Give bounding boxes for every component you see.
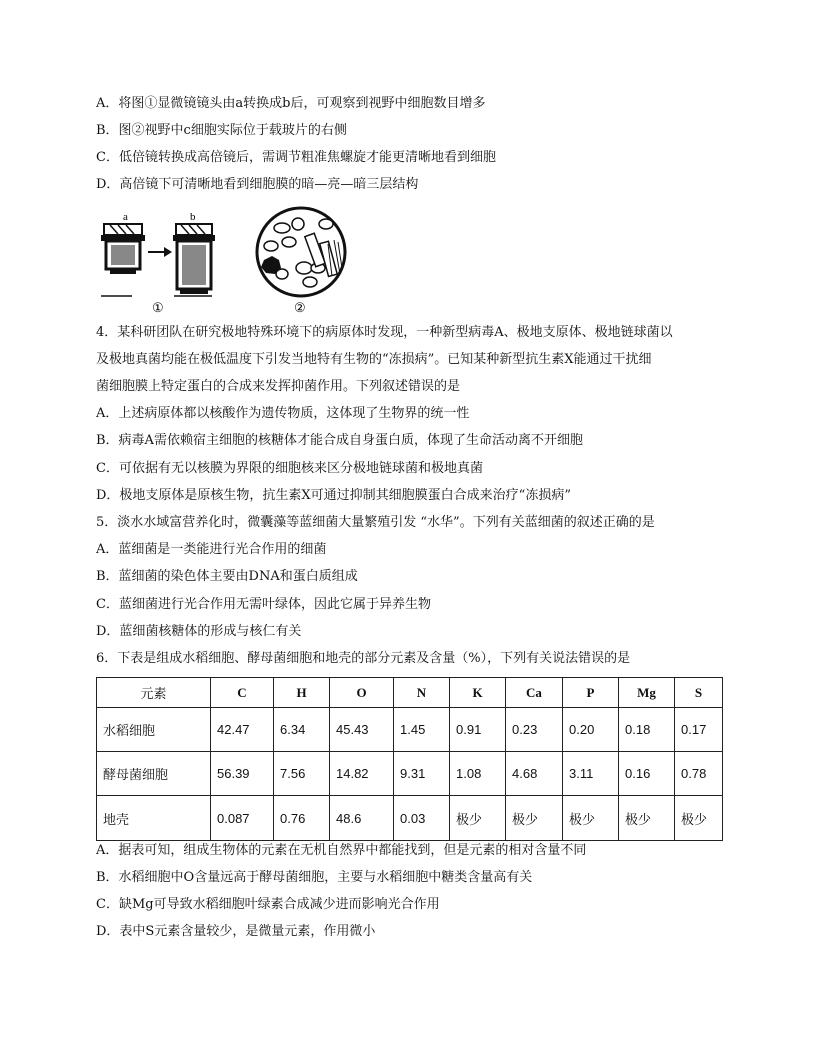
table-header-cell: O: [330, 678, 394, 708]
q4-option-d: D．极地支原体是原核生物，抗生素X可通过抑制其细胞膜蛋白合成来治疗“冻损病”: [96, 488, 571, 503]
q6-option-c: C．缺Mg可导致水稻细胞叶绿素合成减少进而影响光合作用: [96, 897, 440, 912]
table-cell: 14.82: [330, 752, 394, 796]
table-cell: 0.087: [211, 796, 274, 841]
q5-option-d: D．蓝细菌核糖体的形成与核仁有关: [96, 624, 302, 639]
table-cell: 42.47: [211, 708, 274, 752]
table-header-cell: Ca: [506, 678, 563, 708]
table-cell: 1.45: [394, 708, 450, 752]
table-row: [97, 796, 723, 841]
table-cell: 极少: [675, 796, 723, 841]
table-cell: 0.78: [675, 752, 723, 796]
table-cell: 4.68: [506, 752, 563, 796]
table-cell: 0.76: [274, 796, 330, 841]
table-cell: 48.6: [330, 796, 394, 841]
q3-option-d: D．高倍镜下可清晰地看到细胞膜的暗—亮—暗三层结构: [96, 177, 419, 192]
microscope-figure: [96, 206, 356, 316]
q4-stem-line-2: 及极地真菌均能在极低温度下引发当地特有生物的“冻损病”。已知某种新型抗生素X能通过干扰细: [96, 352, 652, 367]
q6-option-a: A．据表可知，组成生物体的元素在无机自然界中都能找到，但是元素的相对含量不同: [96, 843, 587, 858]
table-cell: 45.43: [330, 708, 394, 752]
arrow-right-icon: [148, 247, 172, 257]
table-header-cell: C: [211, 678, 274, 708]
table-row-label: 地壳: [97, 796, 211, 841]
table-cell: 0.91: [450, 708, 506, 752]
q6-option-b: B．水稻细胞中O含量远高于酵母菌细胞，主要与水稻细胞中糖类含量高有关: [96, 870, 533, 885]
table-header-cell: 元素: [97, 678, 211, 708]
caption-1: ①: [152, 301, 164, 316]
q4-stem-line-3: 菌细胞膜上特定蛋白的合成来发挥抑菌作用。下列叙述错误的是: [96, 379, 461, 394]
table-cell: 0.18: [619, 708, 675, 752]
table-cell: 极少: [563, 796, 619, 841]
q4-option-c: C．可依据有无以核膜为界限的细胞核来区分极地链球菌和极地真菌: [96, 461, 483, 476]
table-cell: 1.08: [450, 752, 506, 796]
q5-stem: 5．淡水水域富营养化时，微囊藻等蓝细菌大量繁殖引发 “水华”。下列有关蓝细菌的叙述正确的是: [96, 515, 655, 530]
table-cell: 0.16: [619, 752, 675, 796]
q3-option-a: A．将图①显微镜镜头由a转换成b后，可观察到视野中细胞数目增多: [96, 96, 486, 111]
q3-option-c: C．低倍镜转换成高倍镜后，需调节粗准焦螺旋才能更清晰地看到细胞: [96, 150, 496, 165]
q5-option-a: A．蓝细菌是一类能进行光合作用的细菌: [96, 542, 327, 557]
table-row: [97, 752, 723, 796]
table-cell: 56.39: [211, 752, 274, 796]
q6-stem: 6．下表是组成水稻细胞、酵母菌细胞和地壳的部分元素及含量（%），下列有关说法错误的是: [96, 651, 631, 666]
q5-option-b: B．蓝细菌的染色体主要由DNA和蛋白质组成: [96, 569, 358, 584]
table-cell: 9.31: [394, 752, 450, 796]
table-cell: 0.17: [675, 708, 723, 752]
table-header-cell: N: [394, 678, 450, 708]
table-header-row: [97, 678, 723, 708]
table-cell: 极少: [619, 796, 675, 841]
table-row-label: 水稻细胞: [97, 708, 211, 752]
table-cell: 6.34: [274, 708, 330, 752]
q4-option-a: A．上述病原体都以核酸作为遗传物质，这体现了生物界的统一性: [96, 406, 470, 421]
caption-2: ②: [294, 301, 306, 316]
q4-option-b: B．病毒A需依赖宿主细胞的核糖体才能合成自身蛋白质，体现了生命活动离不开细胞: [96, 433, 583, 448]
table-cell: 0.20: [563, 708, 619, 752]
objective-lens-a: [101, 211, 145, 274]
table-cell: 7.56: [274, 752, 330, 796]
table-row: [97, 708, 723, 752]
table-cell: 0.03: [394, 796, 450, 841]
table-header-cell: P: [563, 678, 619, 708]
table-header-cell: H: [274, 678, 330, 708]
table-header-cell: K: [450, 678, 506, 708]
q4-stem-line-1: 4．某科研团队在研究极地特殊环境下的病原体时发现，一种新型病毒A、极地支原体、极地链球菌以: [96, 325, 673, 340]
element-content-table: [96, 677, 723, 841]
table-cell: 极少: [506, 796, 563, 841]
label-a: a: [123, 211, 128, 223]
label-b: b: [190, 211, 196, 223]
table-cell: 3.11: [563, 752, 619, 796]
table-header-cell: Mg: [619, 678, 675, 708]
objective-lens-b: [173, 211, 215, 294]
table-row-label: 酵母菌细胞: [97, 752, 211, 796]
table-cell: 极少: [450, 796, 506, 841]
q3-option-b: B．图②视野中c细胞实际位于载玻片的右侧: [96, 123, 347, 138]
table-header-cell: S: [675, 678, 723, 708]
field-of-view: [257, 208, 345, 296]
table-cell: 0.23: [506, 708, 563, 752]
q6-option-d: D．表中S元素含量较少，是微量元素，作用微小: [96, 924, 376, 939]
q5-option-c: C．蓝细菌进行光合作用无需叶绿体，因此它属于异养生物: [96, 597, 431, 612]
